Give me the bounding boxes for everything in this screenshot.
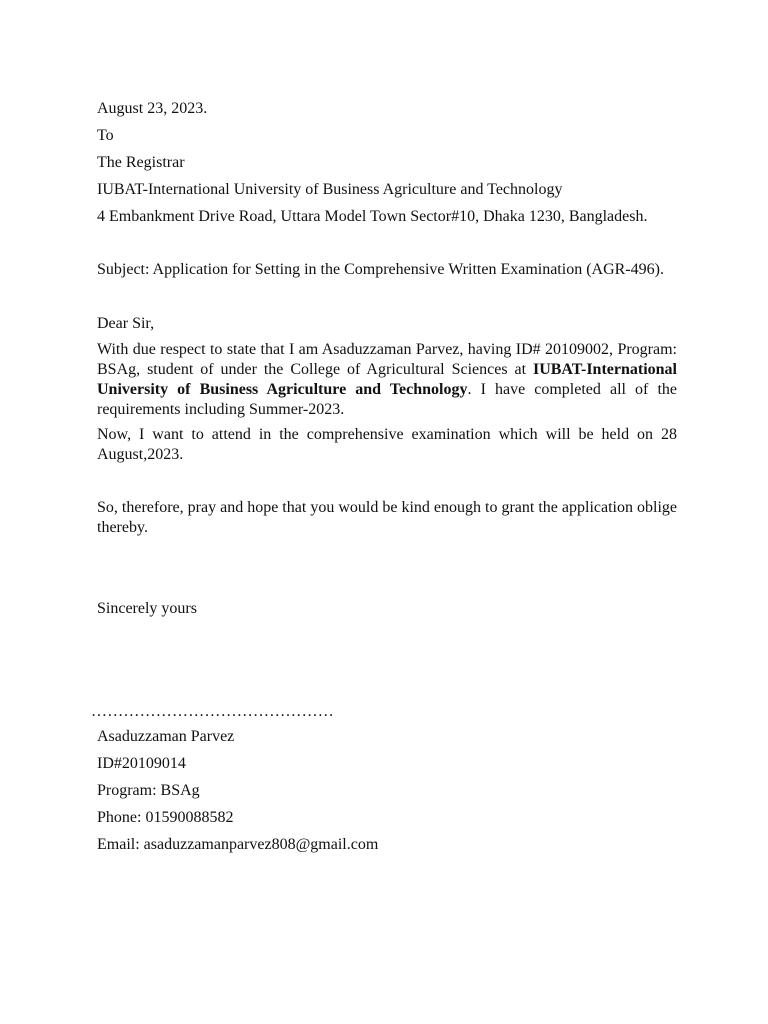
signature-phone: Phone: 01590088582 — [97, 809, 234, 826]
signature-block — [97, 727, 677, 855]
signature-id: ID#20109014 — [97, 755, 186, 772]
signature-name: Asaduzzaman Parvez — [97, 728, 235, 745]
paragraph-examination: Now, I want to attend in the comprehensive examination which will be held on 28 August,2023. — [97, 426, 677, 463]
to-line: To — [97, 127, 114, 144]
subject-line: Subject: Application for Setting in the Comprehensive Written Examination (AGR-496). — [97, 261, 664, 278]
recipient-title: The Registrar — [97, 154, 185, 171]
paragraph-introduction — [97, 340, 677, 420]
paragraph-intro-institution-bold: IUBAT-International University of Business Agriculture and Technology — [97, 361, 677, 398]
signature-line: ……………………………………… — [91, 703, 334, 720]
closing-line: Sincerely yours — [97, 600, 197, 617]
paragraph-intro-text: With due respect to state that I am Asaduzzaman Parvez, having ID# 20109002, Program: BSAg, student of under the College of Agricultural Sciences at — [97, 341, 677, 378]
paragraph-request: So, therefore, pray and hope that you would be kind enough to grant the application oblige thereby. — [97, 499, 677, 536]
letter-date: August 23, 2023. — [97, 100, 208, 117]
salutation: Dear Sir, — [97, 315, 155, 332]
institution-address: 4 Embankment Drive Road, Uttara Model Town Sector#10, Dhaka 1230, Bangladesh. — [97, 208, 648, 225]
institution-name: IUBAT-International University of Business Agriculture and Technology — [97, 181, 563, 198]
signature-program: Program: BSAg — [97, 782, 200, 799]
signature-email: Email: asaduzzamanparvez808@gmail.com — [97, 836, 379, 853]
letter-body — [97, 99, 677, 619]
paragraph-intro-text-end: . I have completed all of the requirements including Summer-2023. — [97, 381, 677, 418]
